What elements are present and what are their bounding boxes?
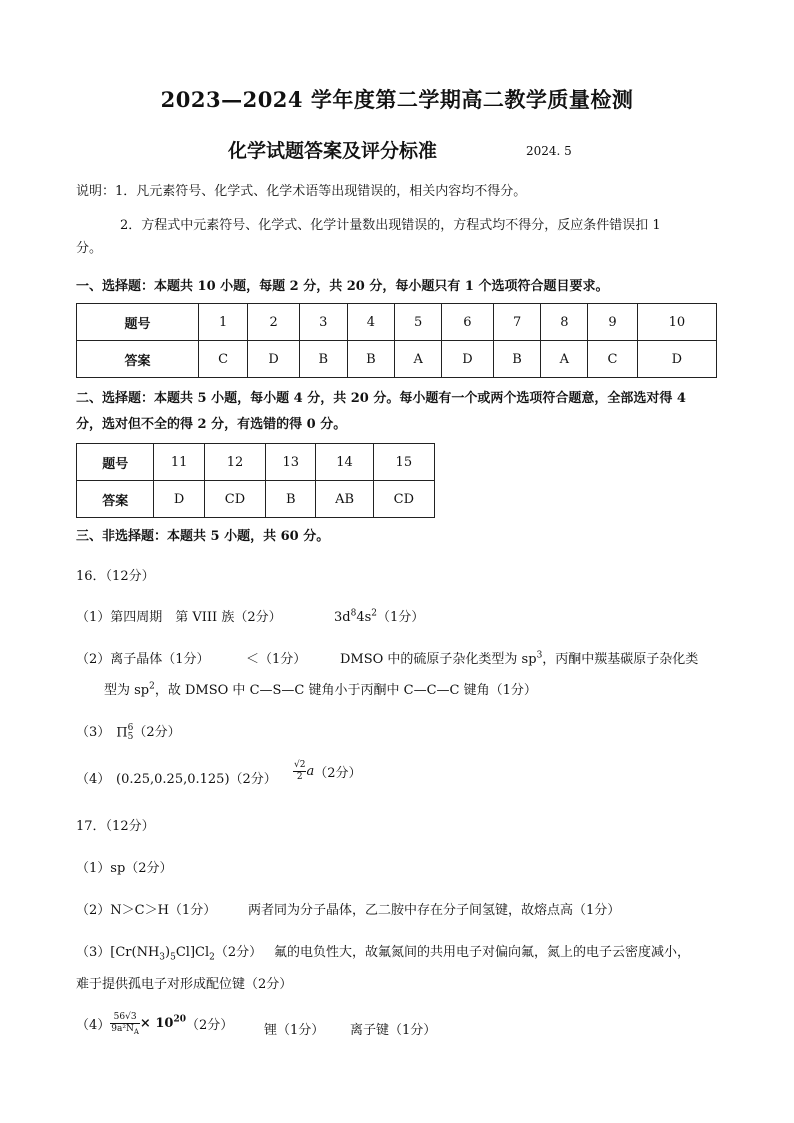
q17-part4-bond: 离子键（1分） <box>350 1023 437 1038</box>
q16-part2-explanation <box>340 648 698 667</box>
table-row-answers <box>77 341 717 378</box>
answer-cell: B <box>266 481 316 518</box>
q16-part4-formula <box>293 760 362 783</box>
text-fragment: ，故 DMSO 中 C—S—C 键角小于丙酮中 C—C—C 键角（1分） <box>154 683 537 698</box>
score: （2分） <box>185 1018 234 1033</box>
q17-title: 17．（12分） <box>76 819 155 834</box>
text-fragment: 型为 sp <box>104 683 150 698</box>
question-number: 5 <box>395 304 442 341</box>
answer-cell: CD <box>204 481 265 518</box>
q16-part3 <box>76 721 181 742</box>
question-number: 9 <box>588 304 637 341</box>
answer-cell: B <box>299 341 347 378</box>
question-number: 14 <box>316 444 373 481</box>
subscript: 2 <box>209 952 215 963</box>
section2-answer-table <box>76 443 435 518</box>
q17-part4-formula <box>76 1012 233 1035</box>
question-number: 12 <box>204 444 265 481</box>
table-row-answers <box>77 481 435 518</box>
q17-part3-explanation: 氟的电负性大，故氟氮间的共用电子对偏向氟，氮上的电子云密度减小， <box>274 945 691 960</box>
part-label: （3） <box>76 725 111 740</box>
answer-cell: A <box>395 341 442 378</box>
section1-heading: 一、选择题：本题共 10 小题，每题 2 分，共 20 分，每小题只有 1 个选项符合题目要求。 <box>76 279 609 294</box>
q16-part2-explanation-cont <box>104 679 537 698</box>
question-number: 10 <box>637 304 716 341</box>
q16-part1-answer: （1）第四周期 第 VIII 族（2分） <box>76 610 282 625</box>
row-label-answer: 答案 <box>77 341 199 378</box>
row-label-question: 题号 <box>77 304 199 341</box>
answer-cell: CD <box>373 481 434 518</box>
question-number: 2 <box>248 304 300 341</box>
score: （2分） <box>214 945 263 960</box>
q16-title: 16．（12分） <box>76 569 155 584</box>
answer-cell: C <box>588 341 637 378</box>
score: （2分） <box>314 766 362 781</box>
table-row-questions <box>77 304 717 341</box>
question-number: 7 <box>493 304 541 341</box>
answer-cell: B <box>347 341 395 378</box>
superscript: 6 <box>127 722 134 733</box>
text-fragment: DMSO 中的硫原子杂化类型为 sp <box>340 652 537 667</box>
q16-part2-compare: ＜（1分） <box>246 652 307 667</box>
text-fragment: （3）[Cr(NH <box>76 945 160 960</box>
section2-heading-line2: 分，选对但不全的得 2 分，有选错的得 0 分。 <box>76 417 347 432</box>
note-2-cont: 分。 <box>76 241 103 256</box>
variable: a <box>306 764 315 779</box>
note-1: 说明：1．凡元素符号、化学式、化学术语等出现错误的，相关内容均不得分。 <box>76 184 527 199</box>
exam-date: 2024. 5 <box>526 144 572 158</box>
question-number: 3 <box>299 304 347 341</box>
text-fragment: ，丙酮中羰基碳原子杂化类 <box>542 652 699 667</box>
subscript: 5 <box>170 952 176 963</box>
section2-heading-line1: 二、选择题：本题共 5 小题，每小题 4 分，共 20 分。每小题有一个或两个选项符合题意，全部选对得 4 <box>76 391 686 406</box>
subscript: 5 <box>127 731 134 742</box>
q17-part2-answer: （2）N＞C＞H（1分） <box>76 903 217 918</box>
q17-part1: （1）sp（2分） <box>76 861 173 876</box>
question-number: 15 <box>373 444 434 481</box>
power-of-ten: × $10^{20}$ <box>139 1014 186 1031</box>
q16-part1-config <box>334 606 424 625</box>
answer-cell: C <box>198 341 247 378</box>
fraction: $\frac{√2}{2}$ <box>294 760 306 782</box>
q16-part4-label: （4） <box>76 772 111 787</box>
question-number: 8 <box>541 304 588 341</box>
row-label-answer: 答案 <box>77 481 154 518</box>
question-number: 4 <box>347 304 395 341</box>
answer-cell: AB <box>316 481 373 518</box>
note-2: 2．方程式中元素符号、化学式、化学计量数出现错误的，方程式均不得分，反应条件错误扣 1 <box>120 218 661 233</box>
superscript: 3 <box>536 650 543 661</box>
text-fragment: ) <box>165 945 171 960</box>
superscript: 8 <box>350 608 357 619</box>
section3-heading: 三、非选择题：本题共 5 小题，共 60 分。 <box>76 529 330 544</box>
section1-answer-table <box>76 303 717 378</box>
score: （2分） <box>133 725 181 740</box>
q17-part3-formula <box>76 941 263 963</box>
answer-key-subtitle: 化学试题答案及评分标准 <box>228 140 438 162</box>
answer-cell: D <box>248 341 300 378</box>
q16-part4-coords: (0.25,0.25,0.125)（2分） <box>116 772 277 787</box>
answer-cell: D <box>442 341 494 378</box>
answer-cell: A <box>541 341 588 378</box>
answer-cell: D <box>637 341 716 378</box>
question-number: 1 <box>198 304 247 341</box>
text-fragment: 4s <box>356 610 372 625</box>
subscript: 3 <box>159 952 166 963</box>
fraction: $\frac{56√3}{9a^2N_A}$ <box>111 1012 139 1036</box>
table-row-questions <box>77 444 435 481</box>
superscript: 2 <box>371 608 378 619</box>
q16-part2-answer: （2）离子晶体（1分） <box>76 652 210 667</box>
superscript: 2 <box>149 681 155 692</box>
part-label: （4） <box>76 1018 111 1033</box>
question-number: 13 <box>266 444 316 481</box>
question-number: 6 <box>442 304 494 341</box>
text-fragment: 3d <box>334 610 351 625</box>
row-label-question: 题号 <box>77 444 154 481</box>
answer-cell: D <box>154 481 204 518</box>
answer-cell: B <box>493 341 541 378</box>
question-number: 11 <box>154 444 204 481</box>
q17-part4-element: 锂（1分） <box>264 1023 325 1038</box>
exam-title: 2023—2024 学年度第二学期高二教学质量检测 <box>160 87 634 112</box>
text-fragment: （1分） <box>377 610 425 625</box>
q17-part2-explanation: 两者同为分子晶体，乙二胺中存在分子间氢键，故熔点高（1分） <box>248 903 621 918</box>
text-fragment: Cl]Cl <box>175 945 210 960</box>
pi-bond-symbol: Π 6 5 <box>116 722 134 742</box>
q17-part3-explanation-cont: 难于提供孤电子对形成配位键（2分） <box>76 977 293 992</box>
